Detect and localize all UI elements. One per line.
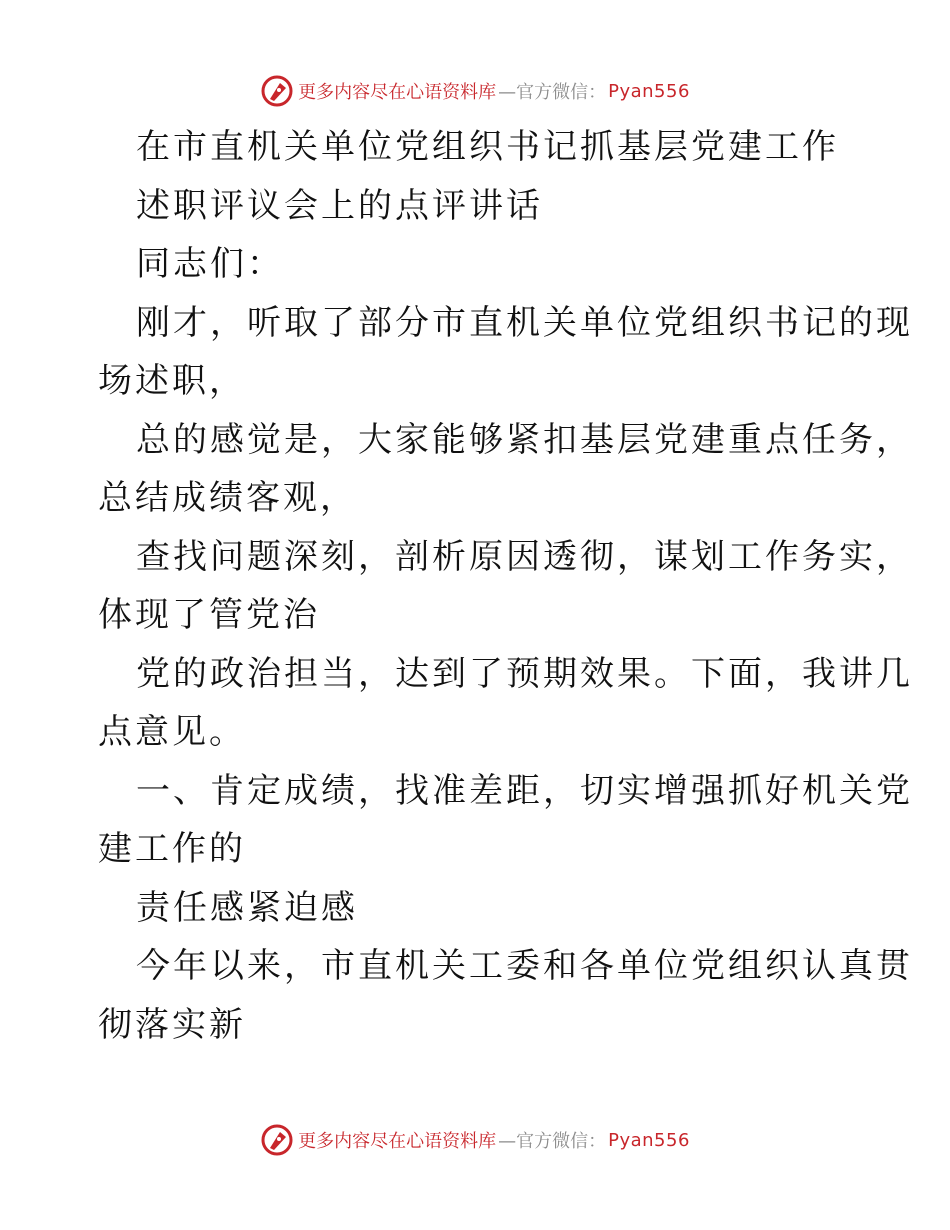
header-banner: [0, 71, 950, 111]
title-line-1: 在市直机关单位党组织书记抓基层党建工作: [136, 127, 839, 167]
footer-banner: [0, 1120, 950, 1160]
banner-title: 更多内容尽在心语资料库: [298, 82, 497, 103]
paragraph-line: 总的感觉是，大家能够紧扣基层党建重点任务，: [136, 419, 913, 460]
paragraph-line: 党的政治担当，达到了预期效果。下面，我讲几: [136, 653, 913, 694]
banner-wechat-id: Pyan556: [608, 80, 690, 102]
paragraph-line: 今年以来，市直机关工委和各单位党组织认真贯: [136, 946, 913, 986]
pen-nib-logo-icon: [260, 1123, 294, 1157]
paragraph-line: 点意见。: [98, 712, 246, 752]
section-heading-line: 建工作的: [98, 829, 246, 869]
section-heading-line: 一、肯定成绩，找准差距，切实增强抓好机关党: [136, 770, 913, 811]
paragraph-line: 彻落实新: [98, 1004, 246, 1045]
banner-title: 更多内容尽在心语资料库: [298, 1131, 497, 1152]
paragraph-line: 体现了管党治: [98, 595, 320, 635]
paragraph-line: 总结成绩客观，: [98, 478, 357, 518]
paragraph-line: 查找问题深刻，剖析原因透彻，谋划工作务实，: [136, 536, 913, 577]
pen-nib-logo-icon: [260, 74, 294, 108]
banner-wechat-label: —官方微信：: [498, 1131, 607, 1152]
document-body: [98, 118, 913, 1054]
banner-wechat-id: Pyan556: [608, 1129, 690, 1151]
salutation: 同志们：: [136, 244, 284, 284]
banner-wechat-label: —官方微信：: [498, 82, 607, 103]
section-heading-line: 责任感紧迫感: [136, 887, 358, 928]
paragraph-line: 刚才，听取了部分市直机关单位党组织书记的现: [136, 302, 913, 343]
paragraph-line: 场述职，: [98, 361, 246, 401]
title-line-2: 述职评议会上的点评讲话: [136, 185, 543, 226]
